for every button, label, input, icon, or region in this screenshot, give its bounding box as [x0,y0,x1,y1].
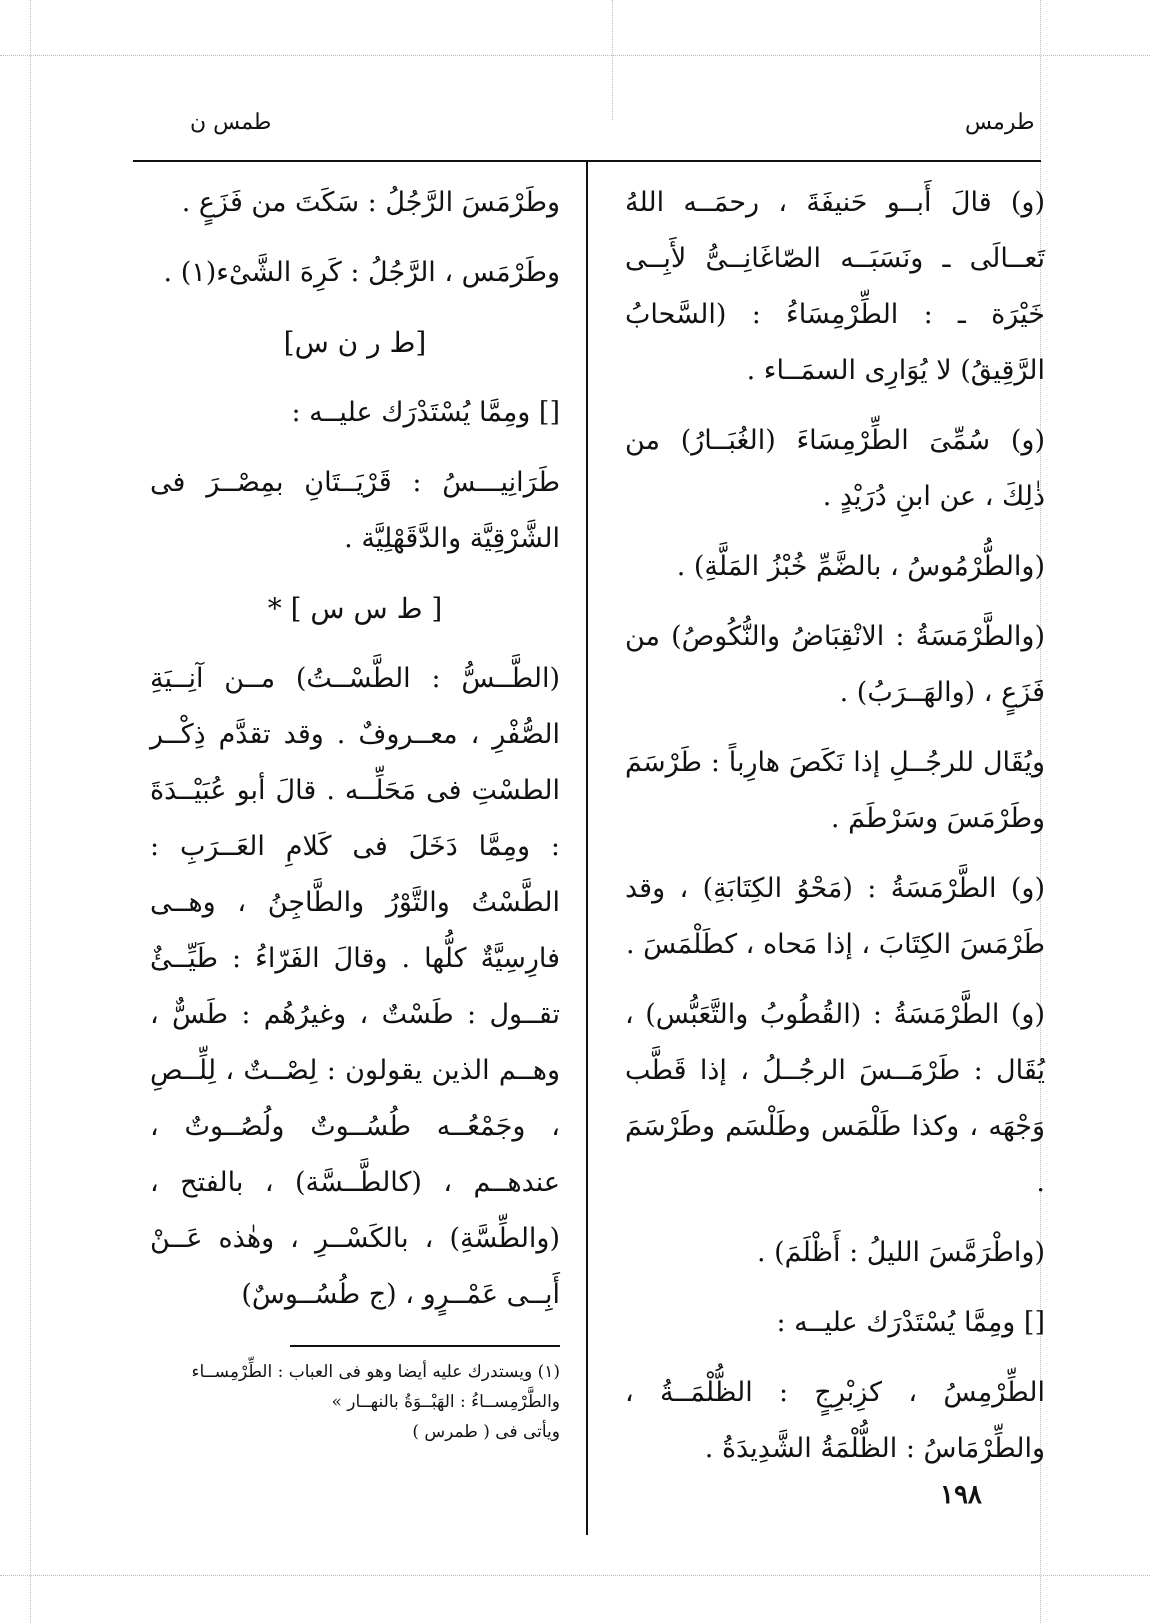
scan-guide-line [0,55,1150,56]
footnote [170,1357,560,1447]
paragraph: الطِّرْمِسُ ، كزِبْرِجٍ : الظُّلْمَــةُ ، والطِّرْمَاسُ : الظُّلْمَةُ الشَّدِيدَةُ . [625,1377,1045,1464]
running-header-left: طمس ن [190,110,272,135]
paragraph: وطَرْمَسَ الرَّجُلُ : سَكَتَ من فَزَعٍ . [181,187,560,218]
paragraph: [] ومِمَّا يُسْتَدْرَك عليــه : [776,1307,1045,1338]
footnote-line: (١) ويستدرك عليه أيضا وهو فى العباب : الطِّرْمِســاء [191,1362,560,1382]
paragraph: (و) الطَّرْمَسَةُ : (مَحْوُ الكِتَابَةِ) ، وقد طَرْمَسَ الكِتَابَ ، إذا مَحاه ، كطَلْمَسَ . [625,873,1045,960]
paragraph: ويُقَال للرجُــلِ إذا نَكَصَ هارِباً : طَرْسَمَ وطَرْمَسَ وسَرْطَمَ . [625,747,1045,834]
paragraph: (و) الطَّرْمَسَةُ : (القُطُوبُ والتَّعَبُّس) ، يُقَال : طَرْمَــسَ الرجُــلُ ، إذا قَطَّب وَجْهَه ، وكذا طَلْمَس وطَلْسَم وطَرْسَمَ . [625,999,1045,1198]
footnote-line: والطَّرْمِســاءُ : الهَبْــوَةُ بالنهــار » [331,1392,560,1412]
column-divider [586,160,588,1535]
paragraph: (واطْرَمَّسَ الليلُ : أَظْلَمَ) . [756,1237,1045,1268]
footnote-line: ويأتى فى ( طمرس ) [412,1422,560,1442]
paragraph: وطَرْمَس ، الرَّجُلُ : كَرِهَ الشَّىْء(١) . [163,257,560,288]
paragraph: (الطَّــسُّ : الطَّسْــتُ) مــن آنِــيَةِ الصُّفْرِ ، معــروفٌ . وقد تقدَّم ذِكْــر الطسْتِ فى مَحَلِّــه . قالَ أبو عُبَيْــدَةَ : ومِمَّا دَخَلَ فى كَلامِ العَــرَبِ : الطَّسْتُ والتَّوْرُ والطَّاجِنُ ، وهــى فارِسِيَّةٌ كلُّها . وقالَ الفَرّاءُ : طَيِّــئٌ تقــول : طَسْتٌ ، وغيرُهُم : طَسٌّ ، وهــم الذين يقولون : لِصْــتٌ ، لِلِّــصِ ، وجَمْعُــه طُسُــوتٌ ولُصُــوتٌ ، عندهــم ، (كالطَّــسَّة) ، بالفتح ، (والطِّسَّةِ) ، بالكَسْــرِ ، وهٰذه عَــنْ أَبِــى عَمْــرٍو ، (ج طُسُــوسٌ) [150,663,560,1310]
scan-guide-line [30,0,31,1623]
paragraph: (والطُّرْمُوسُ ، بالضَّمِّ خُبْزُ المَلَّةِ) . [676,551,1045,582]
paragraph: (و) قالَ أَبــو حَنيفَةَ ، رحمَــه اللهُ تَعــالَى ـ ونَسَبَــه الصّاغَانِــىُّ لأَبِــى خَيْرَة ـ : الطِّرْمِسَاءُ : (السَّحابُ الرَّقِيقُ) لا يُوَارِى السمَــاء . [625,187,1045,386]
left-column [150,175,560,1337]
entry-heading: [ط ر ن س] [283,326,427,359]
paragraph: (والطَّرْمَسَةُ : الانْقِبَاضُ والنُّكُوصُ) من فَزَعٍ ، (والهَــرَبُ) . [625,621,1045,708]
scan-guide-line [612,0,613,120]
footnote-rule [290,1345,560,1347]
running-header-right: طرمس [965,110,1035,135]
entry-heading: [ ط س س ] * [267,592,443,625]
paragraph: [] ومِمَّا يُسْتَدْرَك عليــه : [291,397,560,428]
paragraph: (و) سُمِّىَ الطِّرْمِسَاءَ (الغُبَــارُ) من ذٰلِكَ ، عن ابنِ دُرَيْدٍ . [625,425,1045,512]
page-number: ١٩٨ [940,1480,982,1510]
paragraph: طَرَانِيـــسُ : قَرْيَــتَانِ بمِصْــرَ فى الشَّرْقِيَّة والدَّقَهْلِيَّة . [150,467,560,554]
right-column [625,175,1045,1491]
scan-guide-line [0,1575,1150,1576]
